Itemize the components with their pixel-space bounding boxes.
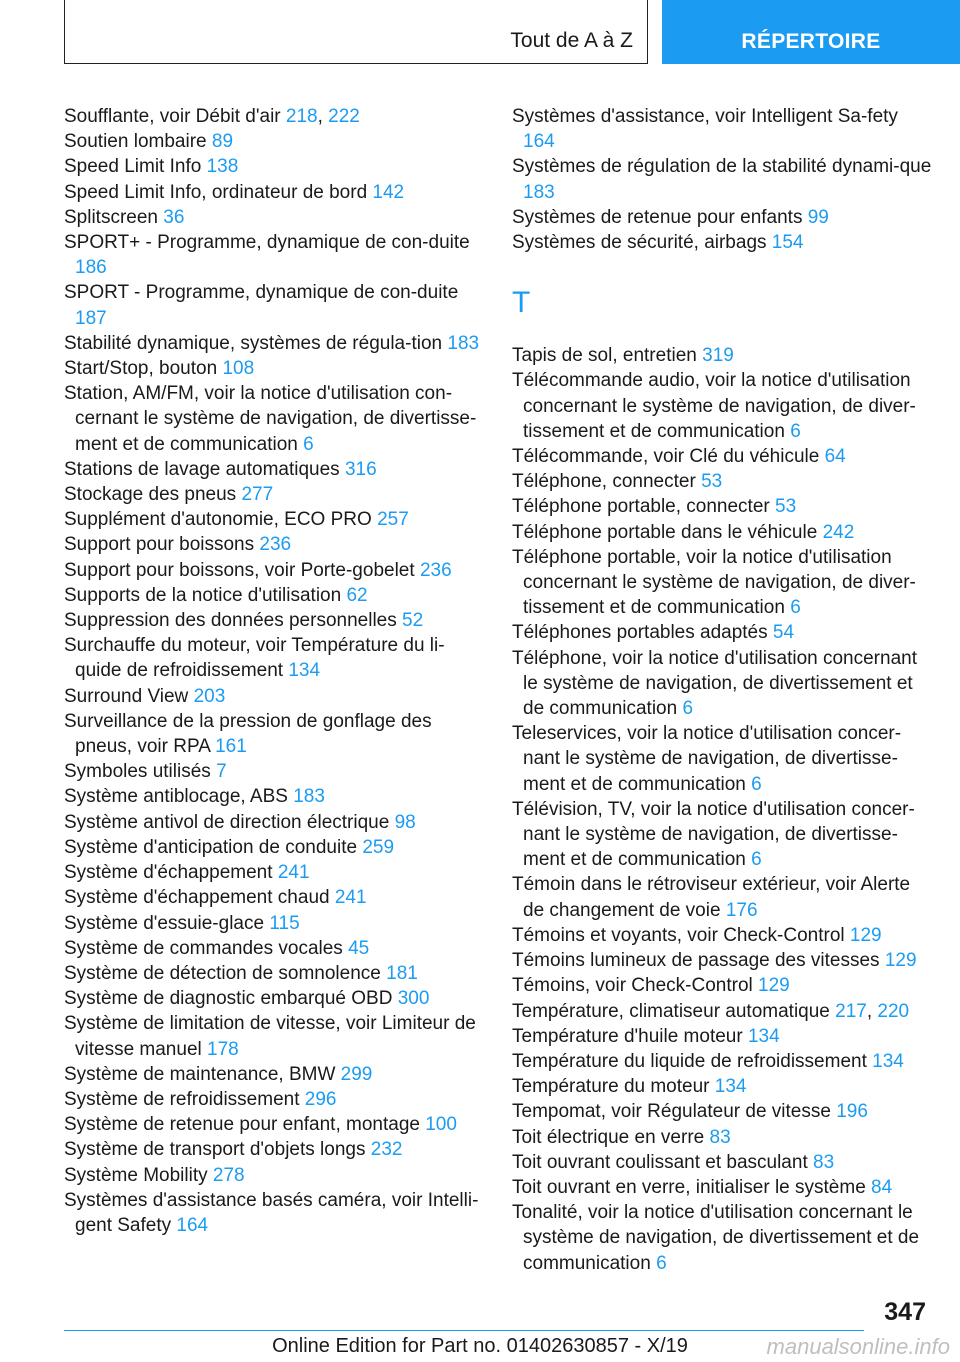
page-link[interactable]: 181 <box>386 962 418 984</box>
index-entry-text: Téléphone, voir la notice d'utilisation concernant le système de navigation, de divertissement et de communication <box>512 647 917 720</box>
page-link[interactable]: 241 <box>277 862 310 884</box>
page-link[interactable]: 134 <box>747 1025 780 1047</box>
index-entry-text: Tempomat, voir Régulateur de vitesse <box>512 1101 837 1123</box>
page-link[interactable]: 220 <box>877 1000 910 1022</box>
index-entry <box>512 520 932 545</box>
index-entry <box>512 1024 932 1049</box>
index-entry-text: Système Mobility <box>64 1164 213 1186</box>
index-entry <box>512 1074 932 1099</box>
page-link[interactable]: 6 <box>656 1252 667 1274</box>
index-entry <box>64 1188 484 1238</box>
index-entry-text: Symboles utilisés <box>64 761 217 783</box>
page-link[interactable]: 296 <box>304 1088 337 1110</box>
chapter-tab[interactable] <box>662 0 960 64</box>
index-entry-text: Témoins, voir Check-Control <box>512 975 759 997</box>
index-entry <box>64 759 484 784</box>
index-entry <box>64 507 484 532</box>
page-number: 347 <box>884 1298 926 1326</box>
page-link[interactable]: 142 <box>372 181 405 203</box>
index-entry-text: Supplément d'autonomie, ECO PRO <box>64 509 378 531</box>
page-link[interactable]: 138 <box>206 156 239 178</box>
index-entry <box>512 1200 932 1276</box>
page-link[interactable]: 6 <box>790 597 801 619</box>
index-entry-text: Station, AM/FM, voir la notice d'utilisation con-cernant le système de navigation, de divertisse-ment et de communication <box>64 383 477 455</box>
index-entry <box>64 1137 484 1162</box>
index-entry-text: Toit ouvrant coulissant et basculant <box>512 1151 814 1173</box>
index-entry <box>512 1175 932 1200</box>
index-entry <box>64 911 484 936</box>
index-entry <box>512 1125 932 1150</box>
index-entry-text: Surveillance de la pression de gonflage des pneus, voir RPA <box>64 710 432 758</box>
index-entry: Soufflante, voir Débit d'air 218, 222 <box>64 106 360 127</box>
page-link[interactable]: 259 <box>362 836 395 858</box>
page-link[interactable]: 6 <box>682 698 694 720</box>
page-link[interactable]: 186 <box>75 257 107 279</box>
index-entry <box>64 986 484 1011</box>
index-entry-text: Systèmes de sécurité, airbags <box>512 232 772 254</box>
page-link[interactable]: 300 <box>397 988 430 1010</box>
index-entry-text: Téléphone portable, voir la notice d'utilisation concernant le système de navigation, de diver-tissement et de communication <box>512 546 916 619</box>
index-entry <box>64 885 484 910</box>
index-entry <box>64 280 484 330</box>
index-entry <box>64 154 484 179</box>
index-entry-text: Température, climatiseur automatique <box>512 1000 836 1022</box>
index-entry <box>512 469 932 494</box>
page-link[interactable]: 54 <box>772 622 795 644</box>
index-entry-text: Système d'essuie-glace <box>64 912 270 934</box>
index-entry <box>64 532 484 557</box>
page-link[interactable]: 53 <box>775 496 797 518</box>
index-entry-text: Système de limitation de vitesse, voir Limiteur de vitesse manuel <box>64 1013 476 1060</box>
index-entry-text: Suppression des données personnelles <box>64 610 403 632</box>
index-entry <box>512 973 932 998</box>
index-entry <box>64 961 484 986</box>
index-entry-text: Système de diagnostic embarqué OBD <box>64 988 398 1010</box>
index-entry <box>64 331 484 356</box>
index-entry <box>512 104 932 154</box>
index-entry-text: Téléphone, connecter <box>512 471 702 493</box>
index-entry <box>64 1112 484 1137</box>
page-link[interactable]: 100 <box>425 1114 457 1136</box>
page-link[interactable]: 108 <box>222 358 255 380</box>
page-link[interactable]: 319 <box>702 345 734 367</box>
page-link[interactable]: 232 <box>370 1139 403 1161</box>
index-entry <box>64 709 484 759</box>
page-link[interactable]: 62 <box>346 584 368 606</box>
page-link[interactable]: 277 <box>241 484 274 506</box>
index-entry-text: Systèmes de régulation de la stabilité dynami-que <box>512 156 932 178</box>
page-link[interactable]: 218 <box>285 106 318 127</box>
section-tab[interactable] <box>64 0 648 64</box>
index-entry-text: Système de maintenance, BMW <box>64 1063 341 1085</box>
index-entry-text: Stockage des pneus <box>64 484 242 506</box>
index-entry <box>64 558 484 583</box>
page-link[interactable]: 222 <box>328 106 360 127</box>
page-link[interactable]: 115 <box>269 912 300 934</box>
index-entry: Température, climatiseur automatique 217, 220 <box>512 1000 910 1022</box>
page-link[interactable]: 257 <box>377 509 409 531</box>
index-entry-text: Speed Limit Info, ordinateur de bord <box>64 181 373 203</box>
page-link[interactable]: 129 <box>758 975 790 997</box>
page-link[interactable]: 36 <box>163 206 185 228</box>
page-link[interactable]: 164 <box>176 1214 209 1236</box>
page-link[interactable]: 129 <box>884 950 917 972</box>
index-entry <box>64 1163 484 1188</box>
page-link[interactable]: 83 <box>813 1151 835 1173</box>
index-entry-text: Télévision, TV, voir la notice d'utilisation concer-nant le système de navigation, de divertisse-ment et de communication <box>512 798 915 871</box>
page-link[interactable]: 99 <box>807 206 829 228</box>
page-link[interactable]: 7 <box>216 761 227 783</box>
index-entry-text: Système d'anticipation de conduite <box>64 836 363 858</box>
section-tab-label: Tout de A à Z <box>510 29 633 52</box>
index-entry <box>64 810 484 835</box>
index-entry <box>64 860 484 885</box>
index-entry-text: Systèmes d'assistance basés caméra, voir Intelli-gent Safety <box>64 1189 479 1236</box>
index-entry-text: Télécommande audio, voir la notice d'utilisation concernant le système de navigation, de diver-tissement et de communication <box>512 370 916 442</box>
index-entry <box>64 230 484 280</box>
index-entry <box>512 444 932 469</box>
index-entry-text: Système d'échappement chaud <box>64 887 335 909</box>
index-entry-text: Système de détection de somnolence <box>64 962 387 984</box>
index-entry-text: Système antivol de direction électrique <box>64 811 395 833</box>
index-entry-text: Toit électrique en verre <box>512 1126 710 1148</box>
index-entry-text: Soufflante, voir Débit d'air <box>64 106 286 127</box>
index-entry <box>64 784 484 809</box>
index-entry <box>64 1087 484 1112</box>
index-entry <box>64 1062 484 1087</box>
index-entry-text: Système de refroidissement <box>64 1088 305 1110</box>
page-link[interactable]: 53 <box>701 471 723 493</box>
index-entry-text: Systèmes de retenue pour enfants <box>512 206 808 228</box>
page-link[interactable]: 187 <box>75 307 107 329</box>
index-entry <box>64 684 484 709</box>
index-entry <box>512 872 932 922</box>
index-entry-text: Téléphone portable dans le véhicule <box>512 521 823 543</box>
page-link[interactable]: 6 <box>790 420 801 442</box>
page-link[interactable]: 183 <box>293 786 325 808</box>
section-letter: T <box>512 286 531 320</box>
page-link[interactable]: 183 <box>523 181 555 203</box>
index-entry <box>512 948 932 973</box>
index-entry-text: Système de transport d'objets longs <box>64 1139 371 1161</box>
footer-edition: Online Edition for Part no. 01402630857 - X/19 <box>272 1335 688 1357</box>
footer-divider <box>64 1330 864 1331</box>
index-entry <box>64 1011 484 1061</box>
page-link[interactable]: 299 <box>340 1063 373 1085</box>
index-entry-text: SPORT+ - Programme, dynamique de con-duite <box>64 232 470 254</box>
index-entry <box>512 343 932 368</box>
page-link[interactable]: 316 <box>344 458 377 480</box>
page-link[interactable]: 183 <box>447 332 480 354</box>
index-entry <box>64 356 484 381</box>
page-link[interactable]: 83 <box>709 1126 731 1148</box>
index-entry-text: Témoins et voyants, voir Check-Control <box>512 924 850 946</box>
index-entry <box>64 129 484 154</box>
index-entry-text: Systèmes d'assistance, voir Intelligent Sa-fety <box>512 106 898 127</box>
index-entry-text: Système de retenue pour enfant, montage <box>64 1114 426 1136</box>
page-link[interactable]: 6 <box>751 773 762 795</box>
index-entry-text: Température d'huile moteur <box>512 1025 748 1047</box>
index-entry-text: Toit ouvrant en verre, initialiser le système <box>512 1176 872 1198</box>
index-entry <box>512 646 932 722</box>
index-entry-text: Système d'échappement <box>64 862 278 884</box>
index-entry <box>64 835 484 860</box>
page-link[interactable]: 236 <box>419 559 452 581</box>
page-link[interactable]: 203 <box>193 685 226 707</box>
index-entry <box>512 1049 932 1074</box>
index-entry-text: Start/Stop, bouton <box>64 358 223 380</box>
page-link[interactable]: 241 <box>334 887 367 909</box>
index-entry-text: Teleservices, voir la notice d'utilisation concer-nant le système de navigation, de divertisse-ment et de communication <box>512 723 902 795</box>
index-entry-text: Stabilité dynamique, systèmes de régula-tion <box>64 332 448 354</box>
index-entry-text: Surround View <box>64 685 194 707</box>
index-entry <box>512 923 932 948</box>
index-entry-text: Témoins lumineux de passage des vitesses <box>512 950 885 972</box>
index-entry <box>512 620 932 645</box>
index-entry <box>512 230 932 255</box>
index-entry-text: Système de commandes vocales <box>64 937 349 959</box>
page-link[interactable]: 178 <box>207 1038 239 1060</box>
index-entry <box>512 1150 932 1175</box>
page-link[interactable]: 45 <box>348 937 370 959</box>
page-link[interactable]: 242 <box>822 521 855 543</box>
page-link[interactable]: 134 <box>288 660 321 682</box>
page-link[interactable]: 217 <box>835 1000 867 1022</box>
index-entry-text: Splitscreen <box>64 206 164 228</box>
index-entry <box>64 205 484 230</box>
page-link[interactable]: 89 <box>211 131 234 153</box>
index-entry-text: Téléphones portables adaptés <box>512 622 773 644</box>
index-entry <box>64 633 484 683</box>
index-entry <box>512 205 932 230</box>
index-entry-text: Support pour boissons <box>64 534 260 556</box>
page-link[interactable]: 161 <box>215 736 247 758</box>
index-entry <box>64 482 484 507</box>
index-entry <box>512 721 932 797</box>
index-entry-text: Soutien lombaire <box>64 131 212 153</box>
index-entry <box>64 180 484 205</box>
page-link[interactable]: 176 <box>725 899 758 921</box>
chapter-tab-label: RÉPERTOIRE <box>741 30 881 53</box>
index-entry-text: SPORT - Programme, dynamique de con-duite <box>64 282 459 304</box>
index-entry <box>512 545 932 621</box>
index-entry <box>512 1099 932 1124</box>
page-link[interactable]: 236 <box>259 534 292 556</box>
index-entry-text: Tonalité, voir la notice d'utilisation concernant le système de navigation, de divertissement et de communication <box>512 1202 920 1274</box>
index-entry-text: Température du liquide de refroidissement <box>512 1050 873 1072</box>
index-entry <box>512 494 932 519</box>
page-link[interactable]: 98 <box>394 811 416 833</box>
index-entry <box>64 381 484 457</box>
page-link[interactable]: 196 <box>836 1101 868 1123</box>
page-link[interactable]: 6 <box>751 849 762 871</box>
watermark: manualsonline.info <box>766 1334 950 1359</box>
index-entry <box>512 154 932 204</box>
page-link[interactable]: 134 <box>872 1050 904 1072</box>
page-link[interactable]: 64 <box>824 446 846 468</box>
index-entry-text: Témoin dans le rétroviseur extérieur, voir Alerte de changement de voie <box>512 874 911 921</box>
page-link[interactable]: 84 <box>871 1176 893 1198</box>
index-entry <box>512 368 932 444</box>
page-link[interactable]: 164 <box>523 131 555 153</box>
index-entry <box>64 936 484 961</box>
index-entry-text: Stations de lavage automatiques <box>64 458 345 480</box>
index-entry-text: Système antiblocage, ABS <box>64 786 294 808</box>
index-entry-text: Température du moteur <box>512 1076 715 1098</box>
page-link[interactable]: 129 <box>849 924 882 946</box>
index-entry <box>512 797 932 873</box>
index-entry <box>64 583 484 608</box>
index-column-left <box>64 104 484 1238</box>
index-entry <box>64 457 484 482</box>
index-entry-text: Supports de la notice d'utilisation <box>64 584 347 606</box>
index-entry <box>64 608 484 633</box>
page-link[interactable]: 134 <box>714 1076 747 1098</box>
index-entry-text: Tapis de sol, entretien <box>512 345 703 367</box>
index-entry-text: Support pour boissons, voir Porte-gobelet <box>64 559 420 581</box>
page-link[interactable]: 52 <box>402 610 424 632</box>
index-entry-text: Speed Limit Info <box>64 156 207 178</box>
page-link[interactable]: 6 <box>303 433 314 455</box>
page-link[interactable]: 278 <box>212 1164 245 1186</box>
index-entry-text: Télécommande, voir Clé du véhicule <box>512 446 825 468</box>
index-entry-text: Surchauffe du moteur, voir Température du li-quide de refroidissement <box>64 635 445 682</box>
index-entry-text: Téléphone portable, connecter <box>512 496 776 518</box>
index-column-right <box>512 104 932 1276</box>
page-link[interactable]: 154 <box>771 232 804 254</box>
